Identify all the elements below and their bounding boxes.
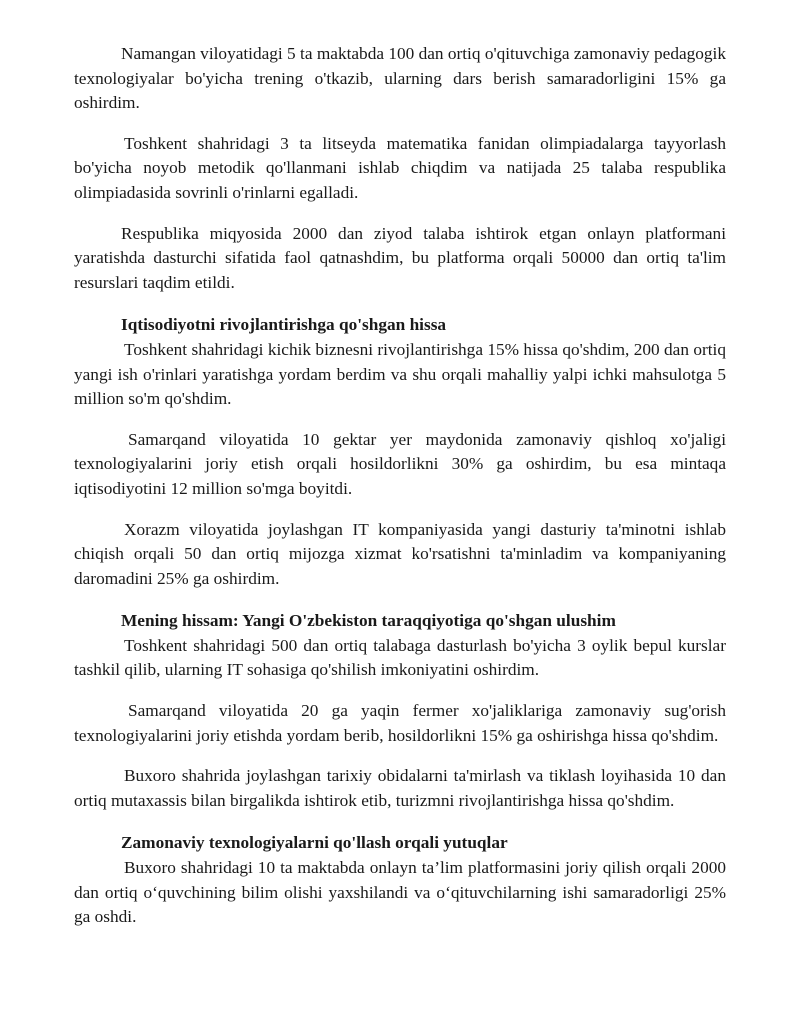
paragraph: Toshkent shahridagi kichik biznesni rivojlantirishga 15% hissa qo'shdim, 200 dan ortiq yangi ish o'rinlari yaratishga yordam berdim va shu orqali mahalliy yalpi ichki mahsulotga 5 million so'm qo'shdim. (74, 339, 726, 409)
paragraph: Respublika miqyosida 2000 dan ziyod talaba ishtirok etgan onlayn platformani yaratishda dasturchi sifatida faol qatnashdim, bu platforma orqali 50000 dan ortiq ta'lim resurslari taqdim etildi. (74, 223, 726, 292)
paragraph: Namangan viloyatidagi 5 ta maktabda 100 dan ortiq o'qituvchiga zamonaviy pedagogik texnologiyalar bo'yicha trening o'tkazib, ularning dars berish samaradorligini 15% ga oshirdim. (74, 44, 726, 113)
paragraph: Buxoro shahrida joylashgan tarixiy obidalarni ta'mirlash va tiklash loyihasida 10 dan ortiq mutaxassis bilan birgalikda ishtirok etib, turizmni rivojlantirishga hissa qo'shdim. (74, 766, 726, 810)
paragraph: Samarqand viloyatida 10 gektar yer maydonida zamonaviy qishloq xo'jaligi texnologiyalarini joriy etish orqali hosildorlikni 30% ga oshirdim, bu esa mintaqa iqtisodiyotini 12 million so'mga boyitdi. (74, 429, 726, 498)
paragraph: Samarqand viloyatida 20 ga yaqin fermer xo'jaliklariga zamonaviy sug'orish texnologiyalarini joriy etishda yordam berib, hosildorlikni 15% ga oshirishga hissa qo'shdim. (74, 701, 726, 745)
paragraph: Toshkent shahridagi 500 dan ortiq talabaga dasturlash bo'yicha 3 oylik bepul kurslar tashkil qilib, ularning IT sohasiga qo'shilish imkoniyatini oshirdim. (74, 635, 726, 680)
paragraph: Toshkent shahridagi 3 ta litseyda matematika fanidan olimpiadalarga tayyorlash bo'yicha noyob metodik qo'llanmani ishlab chiqdim va natijada 25 talaba respublika olimpiadasida sovrinli o'rinlarni egalladi. (74, 133, 726, 202)
paragraph: Buxoro shahridagi 10 ta maktabda onlayn ta’lim platformasini joriy qilish orqali 2000 dan ortiq o‘quvchining bilim olishi yaxshilandi va o‘qituvchilarning ishi samaradorligi 25% ga oshdi. (74, 858, 726, 927)
section-heading: Mening hissam: Yangi O'zbekiston taraqqiyotiga qo'shgan ulushim (121, 611, 616, 631)
paragraph: Xorazm viloyatida joylashgan IT kompaniyasida yangi dasturiy ta'minotni ishlab chiqish orqali 50 dan ortiq mijozga xizmat ko'rsatishni ta'minladim va kompaniyaning daromadini 25% ga oshirdim. (74, 519, 726, 588)
section-heading: Iqtisodiyotni rivojlantirishga qo'shgan hissa (121, 315, 447, 335)
section-heading: Zamonaviy texnologiyalarni qo'llash orqali yutuqlar (121, 833, 508, 853)
